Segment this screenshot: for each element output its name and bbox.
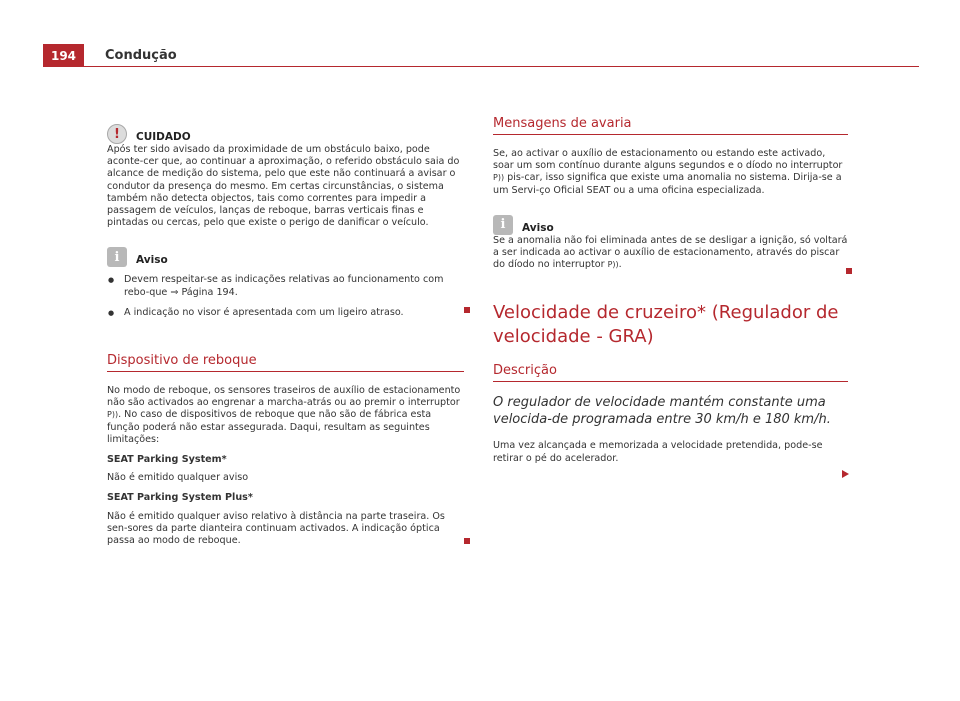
parking-switch-icon: P)): [493, 173, 505, 183]
note-label: Aviso: [522, 221, 554, 234]
note-bullet: ● Devem respeitar-se as indicações relativas ao funcionamento com rebo-que ⇒ Página 194.: [107, 274, 464, 298]
right-column: [493, 116, 848, 465]
cruise-text: Uma vez alcançada e memorizada a velocidade pretendida, pode-se retirar o pé do acelerador.: [493, 440, 823, 464]
chapter-heading-cruise: Velocidade de cruzeiro* (Regulador de velocidade - GRA): [493, 302, 839, 348]
section-heading-faults: Mensagens de avaria: [493, 116, 848, 135]
section-end-mark: [846, 268, 852, 274]
faults-text: Se, ao activar o auxílio de estacionamento ou estando este activado, soar um som contínuo durante alguns segundos e o díodo no interruptor P)) pis-car, isso significa que existe uma anomalia no sistema. Dirija-se a um Servi-ço Oficial SEAT ou a uma oficina especializada.: [493, 148, 843, 196]
parking-switch-icon: P)): [607, 260, 619, 270]
header-rule: [84, 66, 919, 67]
note-label: Aviso: [136, 254, 168, 267]
subheading-parking-system-plus: SEAT Parking System Plus*: [107, 492, 253, 504]
warning-icon: !: [107, 124, 127, 144]
cruise-lead: O regulador de velocidade mantém constante uma velocida-de programada entre 30 km/h e 180 km/h.: [493, 395, 831, 428]
parking-switch-icon: P)): [107, 410, 119, 420]
page-header: [0, 0, 960, 67]
page-number: 194: [43, 44, 84, 67]
note-bullet: ● A indicação no visor é apresentada com um ligeiro atraso.: [107, 307, 464, 319]
note-header: [493, 209, 848, 235]
left-column: [107, 110, 464, 547]
subheading-parking-system: SEAT Parking System*: [107, 454, 227, 466]
caution-text: Após ter sido avisado da proximidade de um obstáculo baixo, pode aconte-cer que, ao continuar a aproximação, o referido obstáculo saia do alcance de medição do sistema, pelo que este não continuará a avisar o condutor da presença do mesmo. Em certas circunstâncias, o sistema também não detecta objectos, tais como correntes para impedir a passagem de veículos, lanças de reboque, barras verticais finas e pintadas ou cercas, pelo que existe o perigo de danificar o veículo.: [107, 144, 460, 229]
info-icon: i: [493, 215, 513, 235]
continue-arrow-icon: [842, 470, 849, 478]
parking-system-plus-text: Não é emitido qualquer aviso relativo à distância na parte traseira. Os sen-sores da parte dianteira continuam activados. A indicação óptica passa ao modo de reboque.: [107, 510, 445, 547]
caution-label: CUIDADO: [136, 131, 191, 143]
section-end-mark: [464, 538, 470, 544]
towing-intro: No modo de reboque, os sensores traseiros de auxílio de estacionamento não são activados ao engrenar a marcha-atrás ou ao premir o interruptor P)). No caso de dispositivos de reboque que não são de fábrica esta função poderá não estar assegurada. Daqui, resultam as seguintes limitações:: [107, 385, 461, 445]
chapter-title: Condução: [105, 48, 177, 63]
caution-header: [107, 118, 464, 144]
info-icon: i: [107, 247, 127, 267]
section-end-mark: [464, 307, 470, 313]
section-heading-towing: Dispositivo de reboque: [107, 353, 464, 372]
note-header: [107, 241, 464, 267]
parking-system-text: Não é emitido qualquer aviso: [107, 472, 249, 484]
note-text: Se a anomalia não foi eliminada antes de se desligar a ignição, só voltará a ser indicada ao activar o auxílio de estacionamento, através do piscar do díodo no interruptor P)).: [493, 234, 848, 271]
section-heading-description: Descrição: [493, 363, 848, 382]
